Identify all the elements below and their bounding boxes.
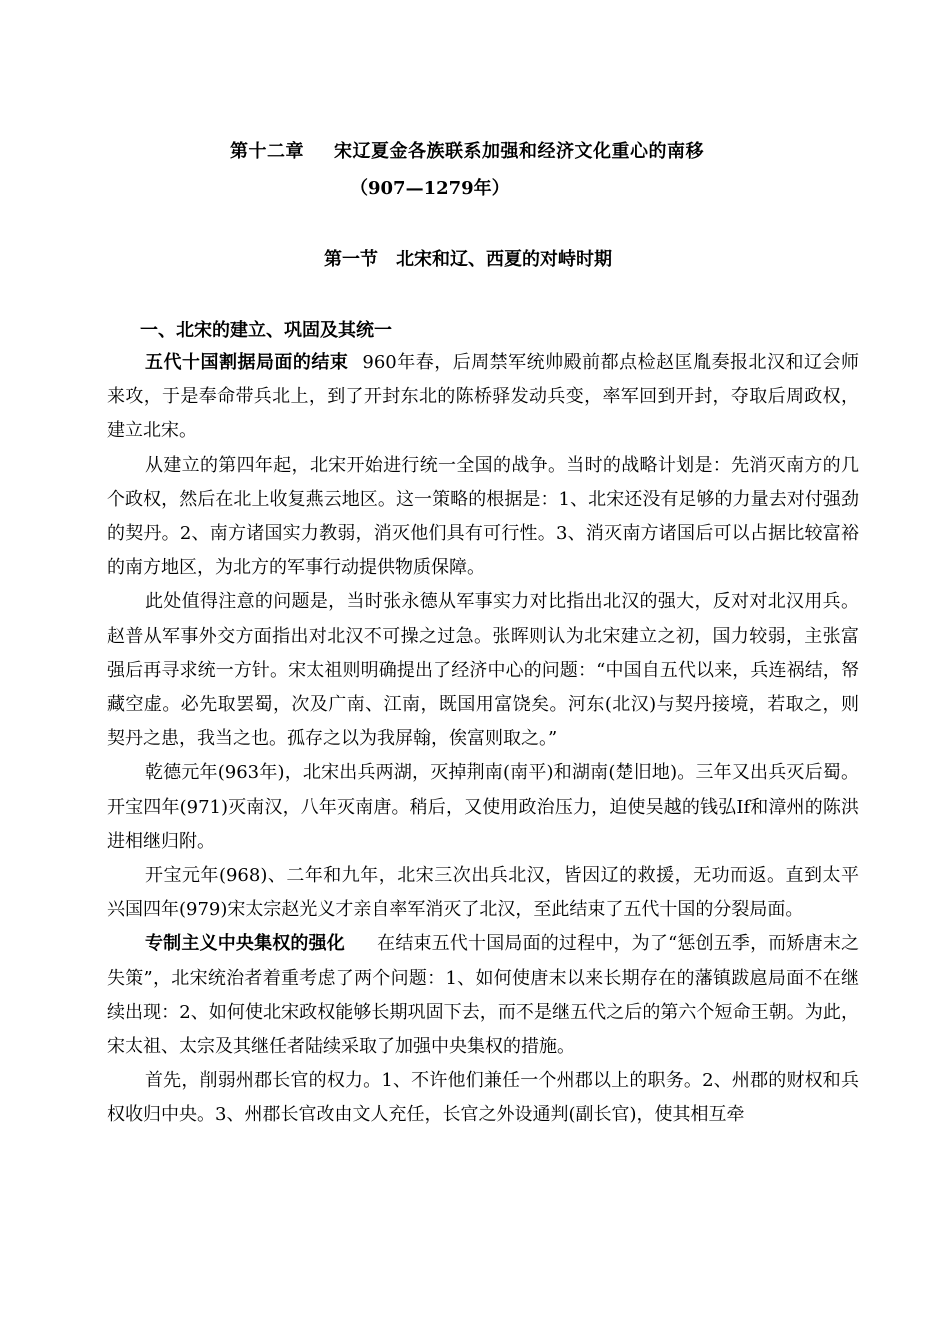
- section-title: [324, 245, 612, 271]
- paragraph: [107, 1064, 859, 1132]
- paragraph-text: 首先，削弱州郡长官的权力。1、不许他们兼任一个州郡以上的职务。2、州郡的财权和兵权收归中央。3、州郡长官改由文人充任，长官之外设通判(副长官)，使其相互牵: [107, 1070, 859, 1126]
- paragraph-text: 从建立的第四年起，北宋开始进行统一全国的战争。当时的战略计划是：先消灭南方的几个政权，然后在北上收复燕云地区。这一策略的根据是：1、北宋还没有足够的力量去对付强劲的契丹。2、南方诸国实力教弱，消灭他们具有可行性。3、消灭南方诸国后可以占据比较富裕的南方地区，为北方的军事行动提供物质保障。: [107, 454, 859, 579]
- chapter-title-text: 宋辽夏金各族联系加强和经济文化重心的南移: [334, 141, 704, 162]
- chapter-title: [230, 137, 704, 163]
- paragraph-text: 960年春，后周禁军统帅殿前都点检赵匡胤奏报北汉和辽会师来攻，于是奉命带兵北上，到了开封东北的陈桥驿发动兵变，率军回到开封，夺取后周政权，建立北宋。: [107, 352, 859, 442]
- paragraph: [107, 449, 859, 586]
- paragraph-text: 开宝元年(968)、二年和九年，北宋三次出兵北汉，皆因辽的救援，无功而返。直到太平兴国四年(979)宋太宗赵光义才亲自率军消灭了北汉，至此结束了五代十国的分裂局面。: [107, 865, 859, 921]
- body-text: [107, 346, 859, 1133]
- paragraph: [107, 859, 859, 927]
- subheading: 一、北宋的建立、巩固及其统一: [140, 320, 392, 341]
- chapter-years: （907—1279年）: [350, 178, 510, 199]
- paragraph: [107, 346, 859, 449]
- paragraph: [107, 756, 859, 859]
- paragraph-text: 此处值得注意的问题是，当时张永德从军事实力对比指出北汉的强大，反对对北汉用兵。赵普从军事外交方面指出对北汉不可操之过急。张晖则认为北宋建立之初，国力较弱，主张富强后再寻求统一方针。宋太祖则明确提出了经济中心的问题：“中国自五代以来，兵连祸结，帑藏空虚。必先取罢蜀，次及广南、江南，既国用富饶矣。河东(北汉)与契丹接境，若取之，则契丹之患，我当之也。孤存之以为我屏翰，俟富则取之。”: [107, 591, 859, 750]
- paragraph-lead: 专制主义中央集权的强化: [145, 933, 345, 955]
- section-title-text: 北宋和辽、西夏的对峙时期: [396, 249, 612, 270]
- paragraph: [107, 585, 859, 756]
- section-number: 第一节: [324, 249, 378, 270]
- paragraph-text: 乾德元年(963年)，北宋出兵两湖，灭掉荆南(南平)和湖南(楚旧地)。三年又出兵灭后蜀。开宝四年(971)灭南汉，八年灭南唐。稍后，又使用政治压力，迫使吴越的钱弘If和漳州的陈洪进相继归附。: [107, 762, 859, 852]
- paragraph-text: 在结束五代十国局面的过程中，为了“惩创五季，而矫唐末之失策”，北宋统治者着重考虑了两个问题：1、如何使唐末以来长期存在的藩镇跋扈局面不在继续出现：2、如何使北宋政权能够长期巩固下去，而不是继五代之后的第六个短命王朝。为此，宋太祖、太宗及其继任者陆续采取了加强中央集权的措施。: [107, 933, 859, 1058]
- paragraph-lead: 五代十国割据局面的结束: [145, 352, 349, 373]
- chapter-number: 第十二章: [230, 141, 304, 162]
- paragraph: [107, 927, 859, 1064]
